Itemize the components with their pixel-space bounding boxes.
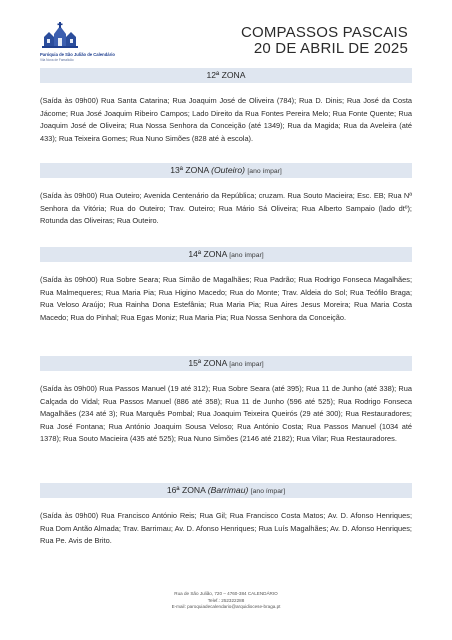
zone-heading-label: 13ª ZONA — [170, 165, 209, 175]
parish-name: Paróquia de São Julião de Calendário — [40, 52, 115, 57]
zone-heading-place: (Barrimau) — [207, 485, 249, 495]
document-title — [241, 25, 408, 57]
zone-heading — [40, 356, 412, 371]
zone-heading — [40, 68, 412, 83]
zone-heading-place: (Outeiro) — [211, 165, 246, 175]
title-line-1: COMPASSOS PASCAIS — [240, 24, 408, 41]
zone-heading — [40, 483, 412, 498]
zone-heading-note: [ano ímpar] — [250, 488, 286, 495]
footer-email: E-mail: paroquiadecalendario@arquidiocese-braga.pt — [171, 604, 281, 609]
parish-subtitle: Vila Nova de Famalicão — [40, 58, 74, 62]
zone-heading-label: 15ª ZONA — [188, 358, 227, 368]
footer-phone: Telef.: 252322288 — [207, 597, 245, 603]
zone-heading — [40, 247, 412, 262]
zone-streets: (Saída às 09h00) Rua Outeiro; Avenida Centenário da República; cruzam. Rua Souto Macieira; Esc. EB; Rua Nª Senhora da Vitória; Rua do Outeiro; Trav. Outeiro; Rua Mário Sá Oliveira; Rua Alberto Sampaio (lado dtº); Rotunda das Oliveiras; Rua Outeiro. — [40, 191, 412, 225]
parish-logo — [40, 22, 114, 68]
page-header — [0, 0, 452, 70]
zone-heading-label: 12ª ZONA — [206, 70, 246, 80]
zone-heading-note: [ano ímpar] — [247, 168, 282, 175]
zone-streets: (Saída às 09h00) Rua Francisco António Reis; Rua Gil; Rua Francisco Costa Matos; Av. D. Afonso Henriques; Rua Dom Antão Almada; Trav. Barrimau; Av. D. Afonso Henriques; Rua Luís Magalhães; Av. D. Afonso Henriques; Rua Pe. Avis de Brito. — [40, 511, 412, 545]
zone-streets: (Saída às 09h00) Rua Sobre Seara; Rua Simão de Magalhães; Rua Padrão; Rua Rodrigo Fonseca Magalhães; Rua Malmequeres; Rua Maria Pia; Rua Higino Macedo; Rua do Monte; Trav. Aldeia do Sol; Rua Teófilo Braga; Rua Veloso Araújo; Rua Rainha Dona Estefânia; Rua Maria Pia; Rua Aires Jesus Moreira; Rua Maria Costa Macedo; Rua do Pinhal; Rua Egas Moniz; Rua Maria Pia; Rua Nossa Senhora da Conceição. — [40, 275, 412, 322]
title-line-2: 20 DE ABRIL DE 2025 — [253, 40, 408, 57]
zone-heading-note: [ano ímpar] — [229, 361, 264, 368]
zone-streets: (Saída às 09h00) Rua Passos Manuel (19 até 312); Rua Sobre Seara (até 395); Rua 11 de Junho (até 338); Rua Calçada do Vidal; Rua Passos Manuel (886 até 358); Rua 11 de Junho (596 até 525); Rua Rodrigo Fonseca Magalhães (234 até 3); Rua Marquês Pombal; Rua Joaquim Teixeira Queirós (29 até 300); Rua Restauradores; Rua José Fontana; Rua António Joaquim Sousa Veloso; Rua António Costa; Rua Passos Manuel (1034 até 1378); Rua Souto Macieira (435 até 525); Rua Nuno Simões (2146 até 2182); Rua Vilar; Rua Restauradores. — [40, 384, 412, 443]
zone-streets: (Saída às 09h00) Rua Santa Catarina; Rua Joaquim José de Oliveira (784); Rua D. Dinis; Rua José da Costa Jácome; Rua José Joaquim Ribeiro Campos; Lado Direito da Rua Fontes Pereira Melo; Rua Fonte Quente; Rua Joaquim José de Oliveira; Rua Nossa Senhora da Conceição (até 1349); Rua da Magida; Rua da Aveleira (até 433); Rua Teixeira Gomes; Rua Nuno Simões (828 até à escola). — [40, 96, 412, 143]
footer-address: Rua de São Julião, 720 – 4760-384 CALENDÁRIO — [174, 591, 278, 596]
page-footer — [0, 591, 452, 611]
zone-heading — [40, 163, 412, 178]
zone-heading-label: 16ª ZONA — [166, 485, 206, 495]
zone-heading-label: 14ª ZONA — [188, 249, 227, 259]
church-icon — [40, 22, 80, 50]
zone-heading-note: [ano ímpar] — [229, 252, 264, 259]
